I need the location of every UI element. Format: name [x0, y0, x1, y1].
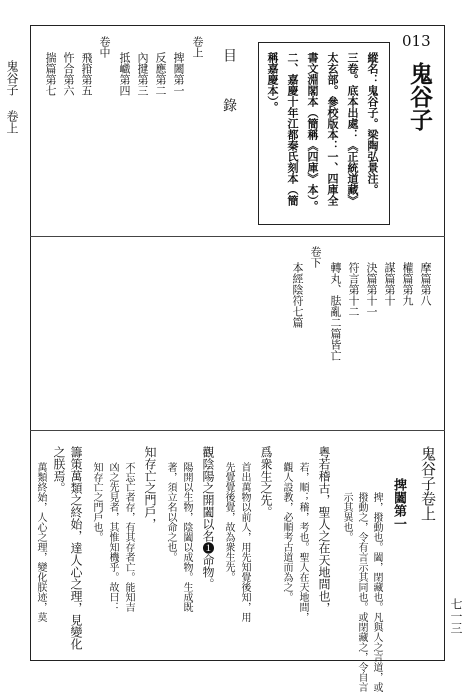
body-text-column: 籌策萬類之終始，達人心之理，見變化: [69, 446, 83, 650]
toc-item: 權篇第九: [401, 262, 414, 306]
annotation-column: 萬類終始，人心之理，變化朕迹，莫: [35, 462, 46, 622]
toc-lost-note: 轉丸、胠亂二篇皆亡: [329, 262, 342, 361]
section-divider-middle: [30, 430, 445, 431]
page-number: 七一三: [449, 598, 463, 634]
body-text-column: 觀陰陽之開闔以名❶命物。: [201, 446, 215, 590]
chapter-note-line: 捭，撥動也。闔，閉藏也。凡與人之言道，或: [371, 492, 382, 692]
toc-item: 決篇第十一: [365, 262, 378, 317]
annotation-column: 陽開以生物，陰闔以成物。生成既: [181, 462, 192, 612]
intro-line: 太玄部。參校版本：一、四庫全: [326, 52, 339, 206]
toc-item: 本經陰符七篇: [291, 262, 304, 328]
annotation-column: 觀人設教，必順考古道而為之。: [281, 462, 292, 602]
annotation-column: 先覺覺後覺，故為衆生先。: [223, 462, 234, 582]
toc-item: 謀篇第十: [383, 262, 396, 306]
chapter-title: 捭闔第一: [391, 478, 406, 530]
toc-heading: 目 錄: [221, 48, 237, 122]
body-text-column: 粵若稽古，聖人之在天地間也，: [317, 446, 331, 614]
body-text-column: 爲衆生之先。: [259, 446, 273, 518]
toc-item: 抵巇第四: [118, 52, 131, 96]
book-number: 013: [402, 32, 431, 50]
toc-item: 飛箝第五: [80, 52, 93, 96]
toc-item: 摩篇第八: [419, 262, 432, 306]
toc-item: 捭闔第一: [172, 52, 185, 96]
annotation-column: 著，須立名以命之也。: [165, 462, 176, 562]
toc-volume-label: 卷中: [98, 36, 111, 58]
section-divider-top: [30, 236, 445, 237]
intro-line: 縱名：鬼谷子。梁陶弘景注。: [366, 52, 379, 195]
running-head: 鬼谷子 卷上: [5, 60, 19, 134]
annotation-column: 首出萬物以前人，用先知覺後知，用: [239, 462, 250, 622]
annotation-column: 不忘亡者存，有其存者亡。能知吉: [123, 462, 134, 612]
chapter-note-line: 示其異也。: [341, 492, 352, 542]
annotation-column: 凶之先見者，其惟知機乎。故曰：: [107, 462, 118, 612]
intro-line: 二、嘉慶十年江都秦氏刻本（簡: [286, 52, 299, 206]
body-text-column: 之朕焉。: [52, 446, 66, 494]
toc-item: 忤合第六: [62, 52, 75, 96]
toc-item: 內揵第三: [136, 52, 149, 96]
annotation-column: 若，順；稽，考也。聖人在天地間，: [297, 462, 308, 622]
body-text-column: 知存亡之門戶，: [143, 446, 157, 530]
toc-volume-label: 卷上: [191, 36, 204, 58]
volume-title: 鬼谷子卷上: [419, 446, 437, 521]
book-title: 鬼谷子: [406, 62, 433, 131]
intro-line: 稱嘉慶本）。: [266, 52, 279, 113]
intro-line: 三卷。底本出處：《正統道藏》: [346, 52, 359, 206]
chapter-note-line: 撥動之，令有言示其同也。或閉藏之，令自言: [356, 492, 367, 692]
toc-item: 反應第二: [154, 52, 167, 96]
toc-volume-label: 卷下: [309, 246, 322, 268]
intro-line: 書文淵閣本（簡稱《四庫》本）。: [306, 52, 319, 212]
toc-item: 符言第十二: [347, 262, 360, 317]
annotation-column: 知存亡之門戶也。: [91, 462, 102, 542]
toc-item: 揣篇第七: [44, 52, 57, 96]
